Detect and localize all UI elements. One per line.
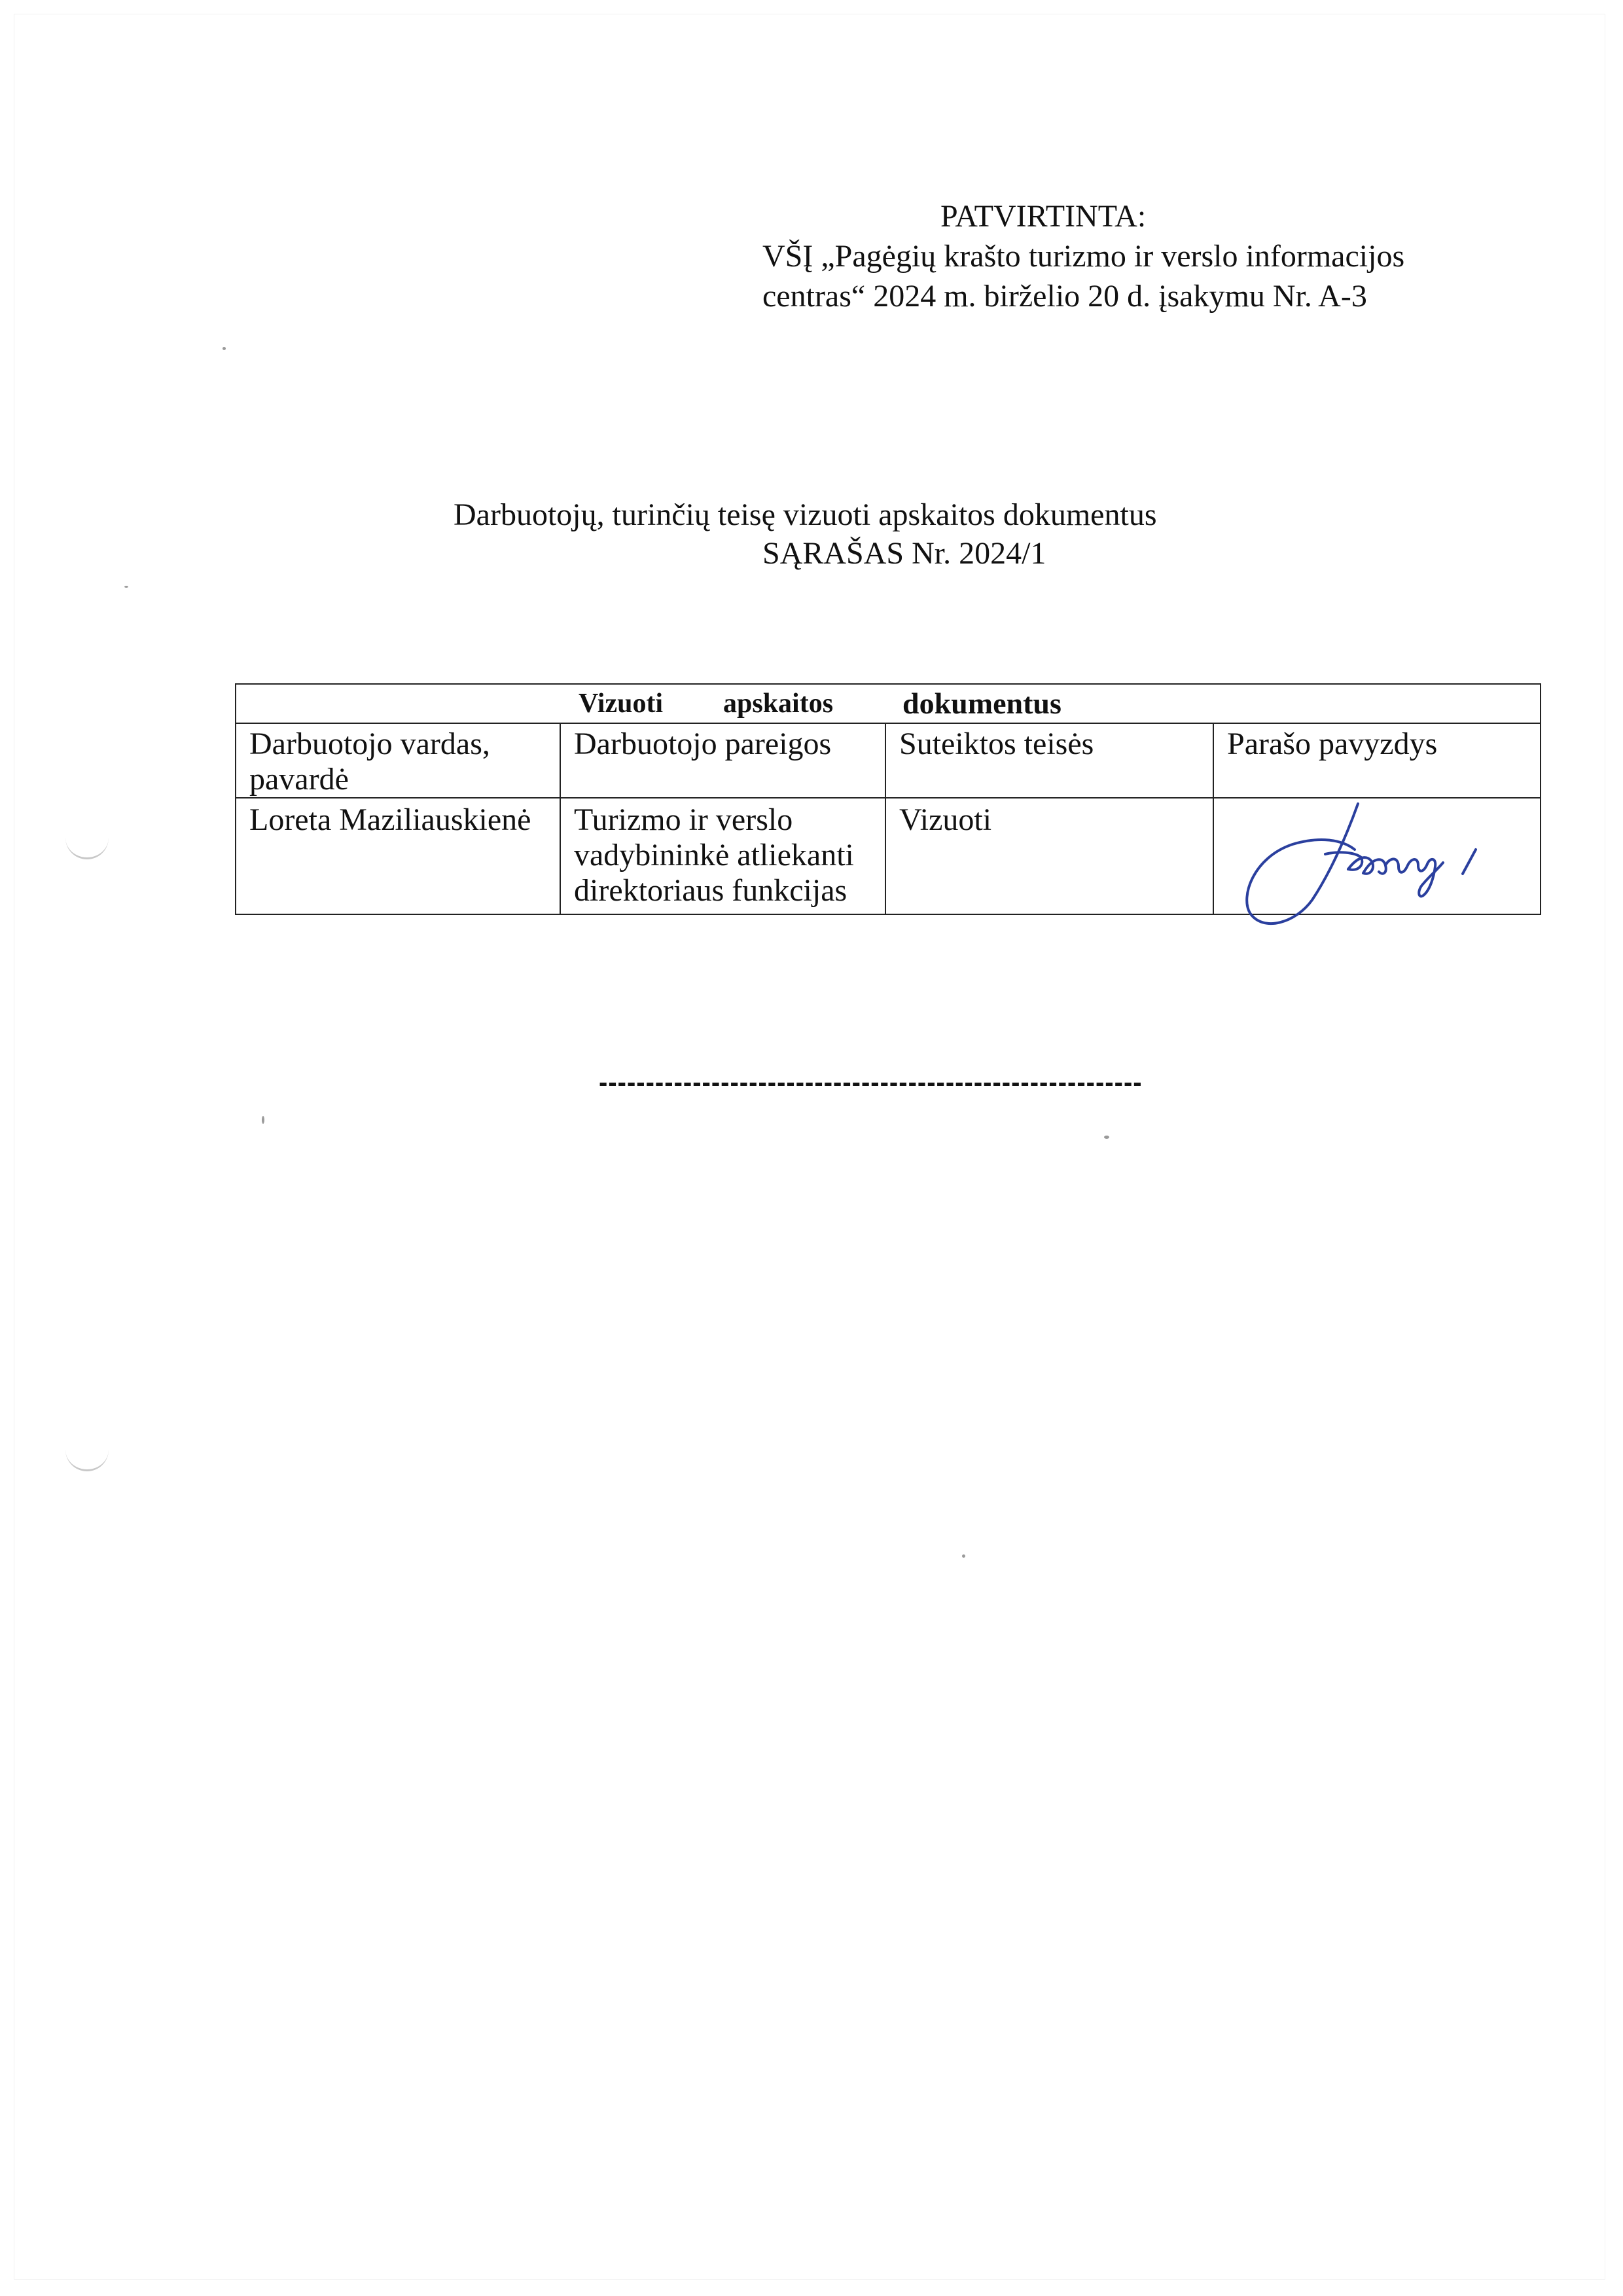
- merged-header-word-3: dokumentus: [902, 687, 1061, 720]
- title-line-1: Darbuotojų, turinčių teisę vizuoti apskaitos dokumentus: [454, 497, 1157, 532]
- cell-signature-sample: [1213, 798, 1541, 914]
- document-page: [14, 14, 1605, 2279]
- scan-speck: [1104, 1136, 1109, 1139]
- merged-header-word-2: apskaitos: [723, 689, 834, 719]
- scan-speck: [262, 1116, 264, 1124]
- table-merged-header-row: [236, 684, 1541, 723]
- cell-employee-position: Turizmo ir verslo vadybininkė atliekanti direktoriaus funkcijas: [560, 798, 885, 914]
- table-merged-header: [236, 684, 1541, 723]
- scan-speck: [124, 586, 128, 588]
- approval-heading: PATVIRTINTA:: [940, 199, 1147, 234]
- cell-employee-name: Loreta Maziliauskienė: [236, 798, 560, 914]
- scan-speck: [962, 1554, 965, 1558]
- merged-header-word-1: Vizuoti: [579, 689, 664, 719]
- approval-organization: VŠĮ „Pagėgių krašto turizmo ir verslo informacijos: [762, 239, 1405, 274]
- column-header-rights: Suteiktos teisės: [885, 723, 1213, 798]
- column-header-position: Darbuotojo pareigos: [560, 723, 885, 798]
- approval-order-reference: centras“ 2024 m. birželio 20 d. įsakymu Nr. A-3: [762, 279, 1367, 314]
- handwritten-signature: [1227, 792, 1502, 942]
- column-header-name: Darbuotojo vardas, pavardė: [236, 723, 560, 798]
- rights-table: [235, 683, 1541, 915]
- scan-speck: [223, 347, 226, 350]
- column-header-signature: Parašo pavyzdys: [1213, 723, 1541, 798]
- table-row: [236, 798, 1541, 914]
- cell-granted-rights: Vizuoti: [885, 798, 1213, 914]
- document-title: [454, 495, 1239, 573]
- title-line-2: SĄRAŠAS Nr. 2024/1: [762, 536, 1046, 571]
- approval-block: [762, 196, 1515, 316]
- end-of-document-separator: ----------------------------------------------------------: [599, 1068, 1143, 1097]
- table-header-row: [236, 723, 1541, 798]
